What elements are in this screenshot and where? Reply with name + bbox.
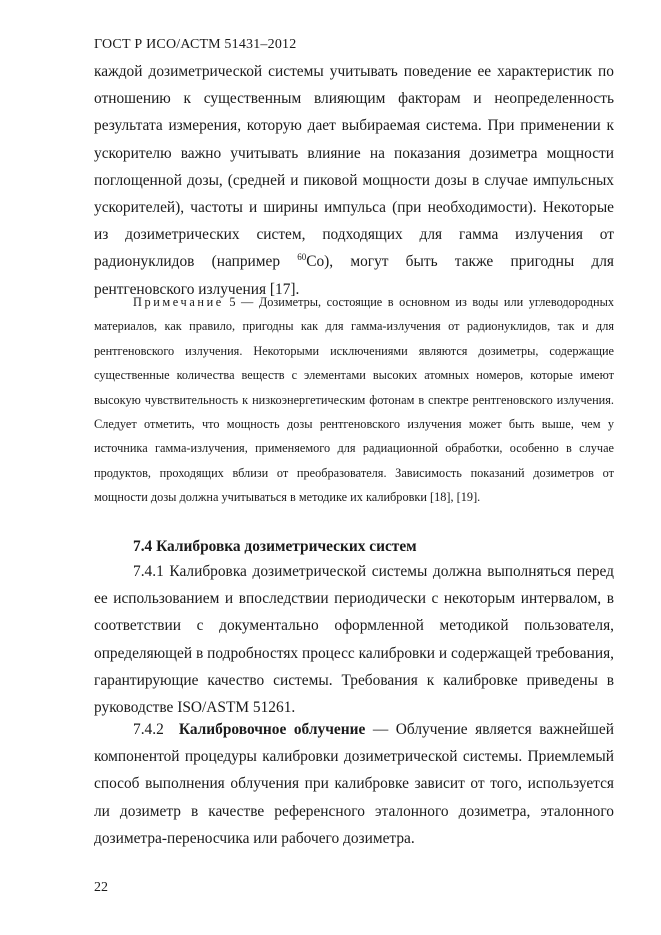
note-number: 5: [229, 295, 236, 309]
paragraph-text-a: каждой дозиметрической системы учитывать поведение ее характеристик по отношению к существенным влияющим факторам и неопределенность результата измерения, которую дает выбираемая система. При применении к ускорителю важно учитывать влияние на показания дозиметра мощности поглощенной дозы, (средней и пиковой мощности дозы в случае импульсных ускорителей), частоты и ширины импульса (при необходимости). Некоторые из дозиметрических систем, подходящих для гамма излучения от радионуклидов (например: [94, 63, 614, 271]
paragraph-continuation: [94, 58, 614, 303]
paragraph-7-4-1-text: 7.4.1 Калибровка дозиметрической системы должна выполняться перед ее использованием и впоследствии периодически с некоторым интервалом, в соответствии с документально оформленной методикой пользователя, определяющей в подробностях процесс калибровки и содержащей требования, гарантирующие качество системы. Требования к калибровке приведены в руководстве ISO/ASTM 51261.: [94, 563, 614, 717]
note-label: Примечание: [133, 295, 224, 309]
note-dash: —: [235, 295, 259, 309]
paragraph-text-b: ), могут быть также пригодны для рентгеновского излучения [17].: [94, 253, 614, 298]
isotope-mass-number: 60: [297, 252, 307, 263]
page-number: 22: [94, 880, 108, 895]
note-text: Дозиметры, состоящие в основном из воды или углеводородных материалов, как правило, пригодны как для гамма-излучения от радионуклидов, так и для рентгеновского излучения. Некоторыми исключениями являются дозиметры, содержащие существенные количества веществ с элементами высоких атомных номеров, которые имеют высокую чувствительность к низкоэнергетическим фотонам в спектре рентгеновского излучения. Следует отметить, что мощность дозы рентгеновского излучения может быть выше, чем у источника гамма-излучения, применяемого для радиационной обработки, особенно в случае продуктов, проходящих вблизи от преобразователя. Зависимость показаний дозиметров от мощности дозы должна учитываться в методике их калибровки [18], [19].: [94, 295, 614, 505]
paragraph-7-4-2-number: 7.4.2: [133, 721, 164, 738]
note-5: [94, 290, 614, 510]
paragraph-7-4-2-dash: —: [365, 721, 396, 738]
document-header: ГОСТ Р ИСО/АСТМ 51431–2012: [94, 37, 297, 52]
isotope-symbol: Co: [306, 253, 325, 271]
section-title: 7.4 Калибровка дозиметрических систем: [133, 538, 417, 555]
paragraph-7-4-1: [94, 558, 614, 721]
paragraph-7-4-2: [94, 716, 614, 852]
paragraph-7-4-2-text: Облучение является важнейшей компонентой процедуры калибровки дозиметрической системы. Приемлемый способ выполнения облучения при калибровке зависит от того, используется ли дозиметр в качестве референсного эталонного дозиметра, эталонного дозиметра-переносчика или рабочего дозиметра.: [94, 721, 614, 847]
paragraph-7-4-2-term: Калибровочное облучение: [178, 721, 366, 738]
